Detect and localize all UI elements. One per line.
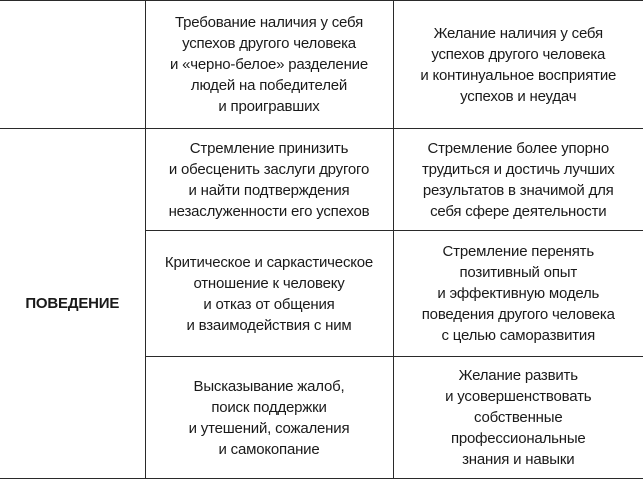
table-cell (145, 129, 393, 231)
cell-text: Высказывание жалоб, поиск поддержки и утешений, сожаления и самокопание (188, 377, 350, 458)
table-row (0, 1, 643, 129)
cell-text: Стремление перенять позитивный опыт и эффективную модель поведения другого человека с целью саморазвития (421, 243, 615, 344)
row-label-cell (0, 129, 145, 479)
cell-text: Требование наличия у себя успехов другого человека и «черно-белое» разделение людей на победителей и проигравших (170, 14, 368, 115)
cell-text: Стремление принизить и обесценить заслуги другого и найти подтверждения незаслуженности его успехов (168, 139, 370, 220)
table-cell (393, 357, 643, 479)
cell-text: Критическое и саркастическое отношение к человеку и отказ от общения и взаимодействия с ним (164, 253, 374, 334)
empty-label-cell (0, 1, 145, 129)
table-cell (145, 231, 393, 357)
table-cell (145, 357, 393, 479)
table-row (0, 129, 643, 231)
cell-text: Стремление более упорно трудиться и достичь лучших результатов в значимой для себя сфере деятельности (421, 139, 615, 220)
cell-text: Желание развить и усовершенствовать собственные профессиональные знания и навыки (445, 367, 592, 468)
table-cell (393, 1, 643, 129)
table-cell (145, 1, 393, 129)
cell-text: Желание наличия у себя успехов другого человека и континуальное восприятие успехов и неудач (420, 24, 617, 105)
table-cell (393, 231, 643, 357)
row-label: ПОВЕДЕНИЕ (25, 295, 120, 312)
table-cell (393, 129, 643, 231)
